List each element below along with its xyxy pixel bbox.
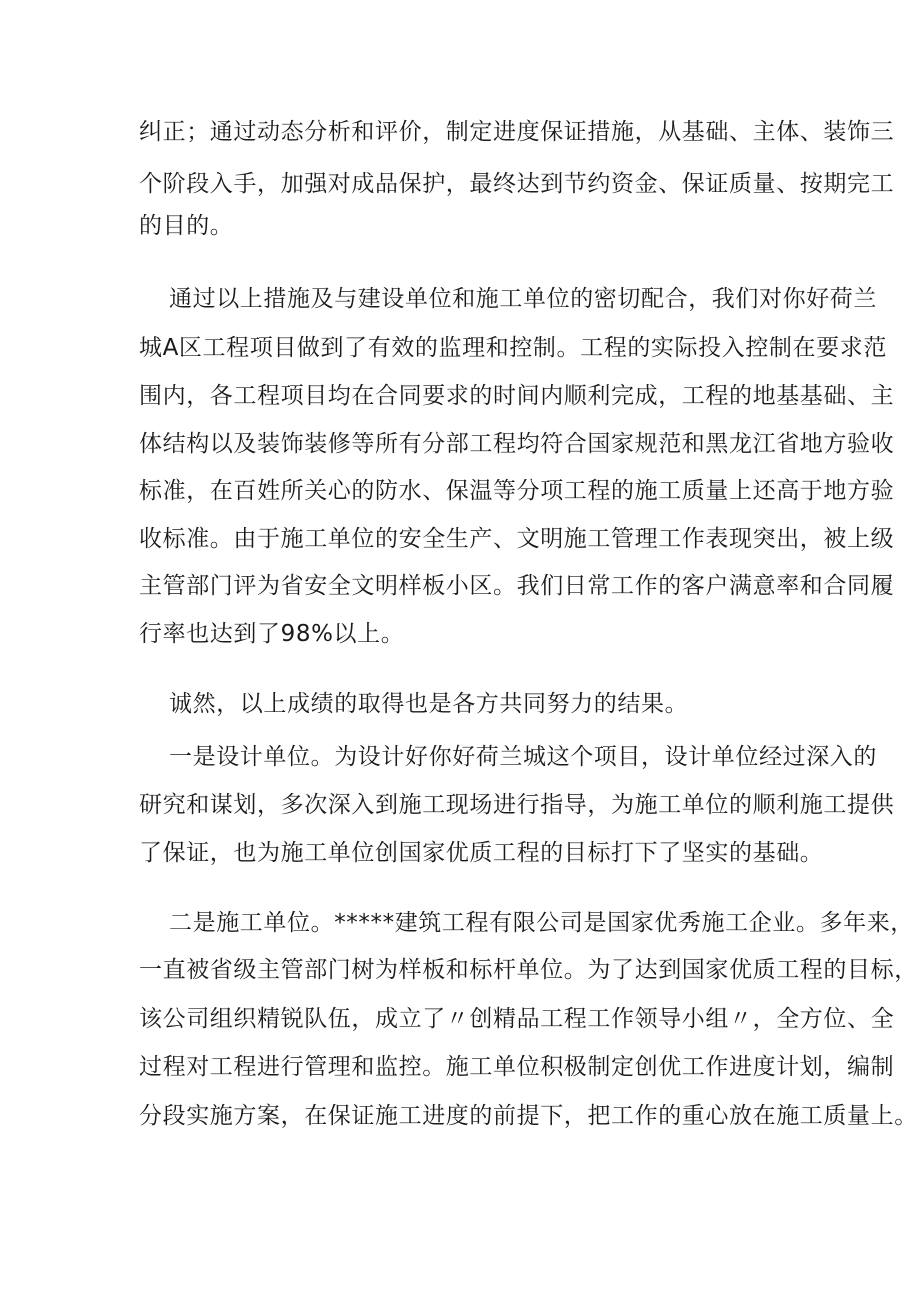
paragraph-2-line-8: 行率也达到了98%以上。: [139, 621, 405, 647]
paragraph-5-line-4: 过程对工程进行管理和监控。施工单位积极制定创优工作进度计划，编制: [139, 1054, 895, 1080]
paragraph-4-line-3: 了保证，也为施工单位创国家优质工程的目标打下了坚实的基础。: [139, 840, 824, 866]
paragraph-2-line-2: 城A区工程项目做到了有效的监理和控制。工程的实际投入控制在要求范: [139, 335, 887, 361]
paragraph-1-line-3: 的目的。: [139, 213, 234, 239]
paragraph-3-line-1: 诚然，以上成绩的取得也是各方共同努力的结果。: [169, 691, 689, 717]
paragraph-1-line-1: 纠正；通过动态分析和评价，制定进度保证措施，从基础、主体、装饰三: [139, 119, 895, 145]
paragraph-2-line-7: 主管部门评为省安全文明样板小区。我们日常工作的客户满意率和合同履: [139, 573, 895, 599]
paragraph-5-line-5: 分段实施方案，在保证施工进度的前提下，把工作的重心放在施工质量上。: [139, 1103, 918, 1129]
paragraph-5-line-2: 一直被省级主管部门树为样板和标杆单位。为了达到国家优质工程的目标，: [139, 957, 918, 983]
paragraph-2-line-6: 收标准。由于施工单位的安全生产、文明施工管理工作表现突出，被上级: [139, 526, 895, 552]
paragraph-4-line-2: 研究和谋划，多次深入到施工现场进行指导，为施工单位的顺利施工提供: [139, 792, 895, 818]
paragraph-2-line-1: 通过以上措施及与建设单位和施工单位的密切配合，我们对你好荷兰: [169, 286, 877, 312]
paragraph-4-line-1: 一是设计单位。为设计好你好荷兰城这个项目，设计单位经过深入的: [169, 744, 877, 770]
paragraph-2-line-5: 标准，在百姓所关心的防水、保温等分项工程的施工质量上还高于地方验: [139, 478, 895, 504]
paragraph-5-line-1: 二是施工单位。*****建筑工程有限公司是国家优秀施工企业。多年来，: [169, 910, 914, 936]
paragraph-2-line-3: 围内，各工程项目均在合同要求的时间内顺利完成，工程的地基基础、主: [139, 383, 895, 409]
paragraph-2-line-4: 体结构以及装饰装修等所有分部工程均符合国家规范和黑龙江省地方验收: [139, 431, 895, 457]
paragraph-5-line-3: 该公司组织精锐队伍，成立了〃创精品工程工作领导小组〃，全方位、全: [139, 1006, 895, 1032]
paragraph-1-line-2: 个阶段入手，加强对成品保护，最终达到节约资金、保证质量、按期完工: [139, 171, 895, 197]
